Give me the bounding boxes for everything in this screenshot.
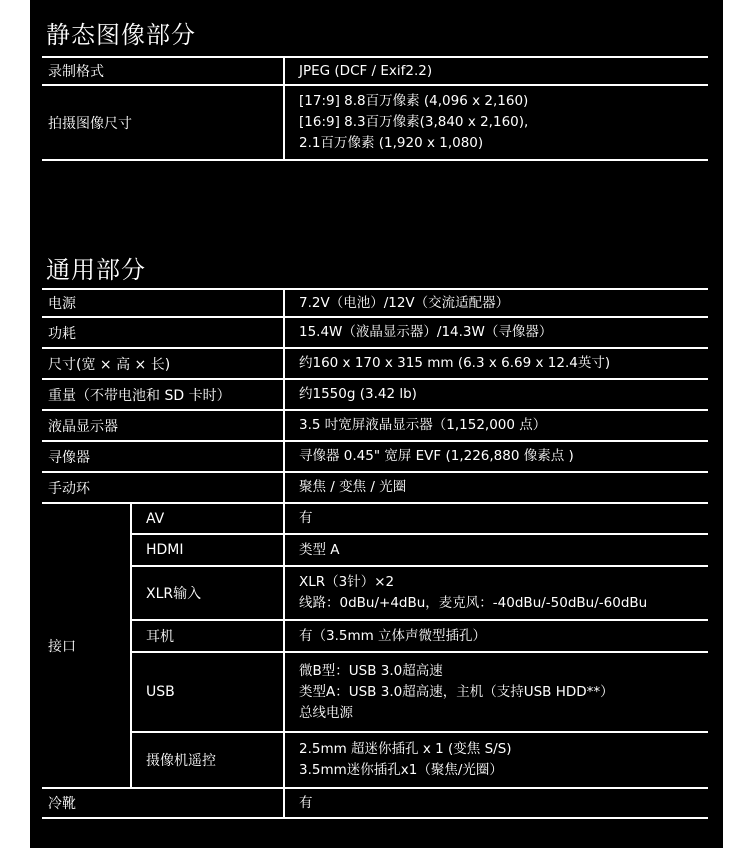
spec-value-line: 有（3.5mm 立体声微型插孔）	[299, 627, 487, 644]
still-image-section-title: 静态图像部分	[46, 21, 196, 49]
spec-row-weight	[42, 380, 708, 411]
spec-label: 电源	[42, 290, 285, 316]
interface-row-usb	[132, 653, 708, 733]
spec-row-dimensions	[42, 349, 708, 380]
spec-label: 录制格式	[42, 58, 285, 84]
spec-row-power	[42, 288, 708, 318]
spec-value-line: 总线电源	[299, 704, 353, 721]
spec-value-line: 15.4W（液晶显示器）/14.3W（寻像器）	[299, 324, 553, 340]
spec-value-line: 有	[299, 510, 313, 526]
spec-label: XLR输入	[132, 567, 285, 619]
spec-value-line: 3.5mm迷你插孔x1（聚焦/光圈）	[299, 762, 503, 778]
spec-value-line: 约1550g (3.42 lb)	[299, 386, 417, 402]
spec-label: 尺寸(宽 × 高 × 长)	[42, 349, 285, 378]
spec-value	[285, 567, 708, 619]
spec-value	[285, 789, 708, 817]
spec-value-line: JPEG (DCF / Exif2.2)	[299, 62, 433, 79]
spec-value-line: 3.5 吋宽屏液晶显示器（1,152,000 点）	[299, 417, 547, 433]
spec-value	[285, 535, 708, 565]
spec-value	[285, 318, 708, 347]
spec-value	[285, 58, 708, 84]
spec-value-line: 有	[299, 794, 313, 811]
spec-row-lcd	[42, 411, 708, 442]
spec-label: HDMI	[132, 535, 285, 565]
spec-value-line: 寻像器 0.45" 宽屏 EVF (1,226,880 像素点 )	[299, 448, 574, 464]
spec-value	[285, 411, 708, 440]
spec-label: 手动环	[42, 473, 285, 502]
spec-value	[285, 380, 708, 409]
interface-row-headphone	[132, 621, 708, 653]
spec-value	[285, 473, 708, 502]
spec-label: 重量（不带电池和 SD 卡时）	[42, 380, 285, 409]
spec-value-line: 类型A：USB 3.0超高速，主机（支持USB HDD**）	[299, 683, 614, 700]
spec-row-recording-format	[42, 56, 708, 86]
spec-panel	[30, 0, 723, 848]
spec-value	[285, 290, 708, 316]
spec-value-line: 类型 A	[299, 541, 340, 558]
spec-value	[285, 504, 708, 533]
spec-value-line: 2.5mm 超迷你插孔 x 1 (变焦 S/S)	[299, 741, 512, 757]
spec-label: USB	[132, 653, 285, 731]
spec-row-manual-ring	[42, 473, 708, 504]
spec-value-line: 2.1百万像素 (1,920 x 1,080)	[299, 135, 484, 151]
spec-value	[285, 653, 708, 731]
spec-value-line: [16:9] 8.3百万像素(3,840 x 2,160),	[299, 114, 529, 130]
still-image-spec-table	[42, 56, 708, 161]
spec-value-line: 约160 x 170 x 315 mm (6.3 x 6.69 x 12.4英寸)	[299, 355, 611, 371]
spec-row-image-size	[42, 86, 708, 161]
interface-row-remote	[132, 733, 708, 787]
spec-label: 冷靴	[42, 789, 285, 817]
spec-value	[285, 349, 708, 378]
spec-label: 液晶显示器	[42, 411, 285, 440]
spec-row-cold-shoe	[42, 789, 708, 819]
spec-value-line: 微B型：USB 3.0超高速	[299, 662, 443, 679]
spec-label: 耳机	[132, 621, 285, 651]
spec-label: AV	[132, 504, 285, 533]
general-section-title: 通用部分	[46, 256, 146, 284]
spec-label: 拍摄图像尺寸	[42, 86, 285, 159]
interface-row-xlr	[132, 567, 708, 621]
interface-label: 接口	[42, 504, 132, 787]
spec-row-viewfinder	[42, 442, 708, 473]
spec-value	[285, 733, 708, 787]
spec-value-line: 7.2V（电池）/12V（交流适配器）	[299, 294, 510, 311]
spec-value	[285, 621, 708, 651]
spec-label: 功耗	[42, 318, 285, 347]
general-spec-table	[42, 288, 708, 819]
spec-label: 寻像器	[42, 442, 285, 471]
spec-value-line: 线路：0dBu/+4dBu，麦克风：-40dBu/-50dBu/-60dBu	[299, 595, 648, 611]
spec-row-interface	[42, 504, 708, 789]
spec-value	[285, 86, 708, 159]
spec-row-power-consumption	[42, 318, 708, 349]
interface-row-av	[132, 504, 708, 535]
spec-value-line: [17:9] 8.8百万像素 (4,096 x 2,160)	[299, 93, 529, 109]
spec-value-line: 聚焦 / 变焦 / 光圈	[299, 479, 407, 495]
spec-label: 摄像机遥控	[132, 733, 285, 787]
interface-subtable	[132, 504, 708, 787]
spec-value-line: XLR（3针）×2	[299, 574, 395, 590]
spec-value	[285, 442, 708, 471]
interface-row-hdmi	[132, 535, 708, 567]
